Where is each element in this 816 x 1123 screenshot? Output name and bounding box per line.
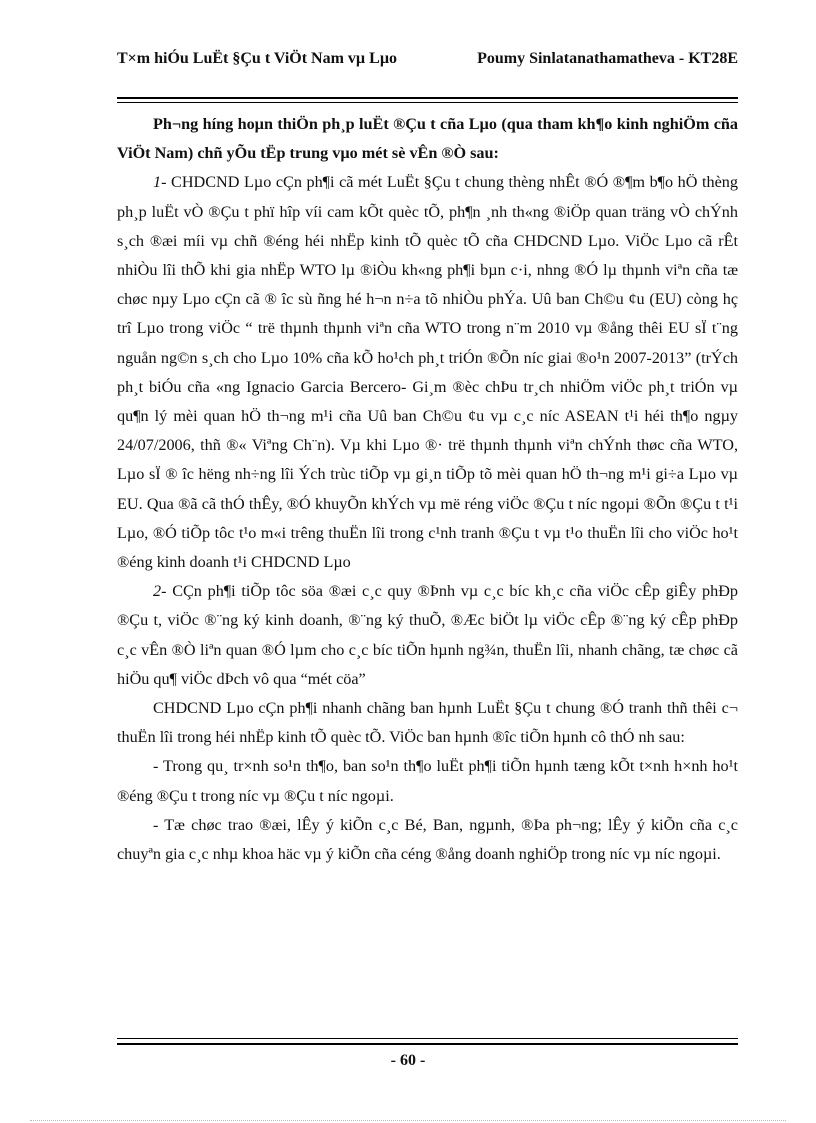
paragraph-text: - Tæ chøc trao ®æi, lÊy ý kiÕn c¸c Bé, Ban, ngµnh, ®Þa ph¬ng; lÊy ý kiÕn cña c¸c chuyªn gia c¸c nhµ khoa häc vµ ý kiÕn cña céng ®ång doanh nghiÖp trong níc vµ níc ngoµi. [117, 815, 738, 864]
item-number: 2- [153, 582, 167, 601]
bullet-paragraph [117, 752, 738, 810]
page-number: - 60 - [390, 1052, 426, 1069]
paragraph [117, 694, 738, 752]
page-edge-dotted [30, 1120, 786, 1121]
paragraph-item-2 [117, 577, 738, 694]
header-author: Poumy Sinlatanathamatheva - KT28E [477, 50, 738, 67]
bullet-paragraph [117, 811, 738, 869]
paragraph-text: CHDCND Lµo cÇn ph¶i cã mét LuËt §Çu t chung thèng nhÊt ®Ó ®¶m b¶o hÖ thèng ph¸p luËt vÒ ®Çu t phï hîp víi cam kÕt quèc tÕ, ph¶n ¸nh th«ng ®iÖp quan träng vÒ chÝnh s¸ch ®æi míi vµ chñ ®éng héi nhËp kinh tÕ quèc tÕ cña CHDCND Lµo. ViÖc Lµo cã rÊt nhiÒu lîi thÕ khi gia nhËp WTO lµ ®iÒu kh«ng ph¶i bµn c·i, nhng ®Ó lµ thµnh viªn cña tæ chøc nµy Lµo cÇn cã ® îc sù ñng hé h¬n n÷a tõ nhiÒu phÝa. Uû ban Ch©u ¢u (EU) còng hç trî Lµo trong viÖc “ trë thµnh thµnh viªn cña WTO trong n¨m 2010 vµ ®ång thêi EU sÏ t¨ng nguån ng©n s¸ch cho Lµo 10% cña kÕ ho¹ch ph¸t triÓn ®Õn níc giai ®o¹n 2007-2013” (trÝch ph¸t biÓu cña «ng Ignacio Garcia Bercero- Gi¸m ®èc chÞu tr¸ch nhiÖm viÖc ph¸t triÓn vµ qu¶n lý mèi quan hÖ th¬ng m¹i cña Uû ban Ch©u ¢u vµ c¸c níc ASEAN t¹i héi th¶o ngµy 24/07/2006, thñ ®« Viªng Ch¨n). Vµ khi Lµo ®· trë thµnh thµnh viªn chÝnh thøc cña WTO, Lµo sÏ ® îc hëng nh÷ng lîi Ých trùc tiÕp vµ gi¸n tiÕp tõ mèi quan hÖ th¬ng m¹i gi÷a Lµo vµ EU. Qua ®ã cã thÓ thÊy, ®Ó khuyÕn khÝch vµ më réng viÖc ®Çu t níc ngoµi ®Õn ®Çu t t¹i Lµo, ®Ó tiÕp tôc t¹o m«i trêng thuËn lîi trong c¹nh tranh ®Çu t vµ t¹o thuËn lîi cho viÖc ho¹t ®éng kinh doanh t¹i CHDCND Lµo [117, 173, 738, 572]
intro-paragraph [117, 110, 738, 168]
paragraph-text: CÇn ph¶i tiÕp tôc söa ®æi c¸c quy ®Þnh vµ c¸c bíc kh¸c cña viÖc cÊp giÊy phÐp ®Çu t, viÖc ®¨ng ký kinh doanh, ®¨ng ký thuÕ, ®Æc biÖt lµ viÖc cÊp ®¨ng ký cÊp phÐp c¸c vÊn ®Ò liªn quan ®Ó lµm cho c¸c bíc tiÕn hµnh ng¾n, thuËn lîi, nhanh chãng, tæ chøc cã hiÖu qu¶ viÖc dÞch vô qua “mét cöa” [117, 582, 738, 688]
footer-rule-thin [117, 1038, 738, 1039]
item-number: 1- [153, 173, 167, 192]
document-body [117, 110, 738, 869]
footer-rule-thick [117, 1043, 738, 1045]
header-rule-thick [117, 97, 738, 99]
paragraph-text: Ph¬ng híng hoµn thiÖn ph¸p luËt ®Çu t cña Lµo (qua tham kh¶o kinh nghiÖm cña ViÖt Nam) chñ yÕu tËp trung vµo mét sè vÊn ®Ò sau: [117, 115, 738, 163]
paragraph-text: - Trong qu¸ tr×nh so¹n th¶o, ban so¹n th¶o luËt ph¶i tiÕn hµnh tæng kÕt t×nh h×nh ho¹t ®éng ®Çu t trong níc vµ ®Çu t níc ngoµi. [117, 757, 738, 805]
header-title: T×m hiÓu LuËt §Çu t ViÖt Nam vµ Lµo [117, 50, 398, 67]
paragraph-item-1 [117, 168, 738, 577]
header-rule-thin [117, 102, 738, 103]
paragraph-text: CHDCND Lµo cÇn ph¶i nhanh chãng ban hµnh LuËt §Çu t chung ®Ó tranh thñ thêi c¬ thuËn lîi trong héi nhËp kinh tÕ quèc tÕ. ViÖc ban hµnh ®îc tiÕn hµnh cô thÓ nh sau: [117, 699, 738, 747]
